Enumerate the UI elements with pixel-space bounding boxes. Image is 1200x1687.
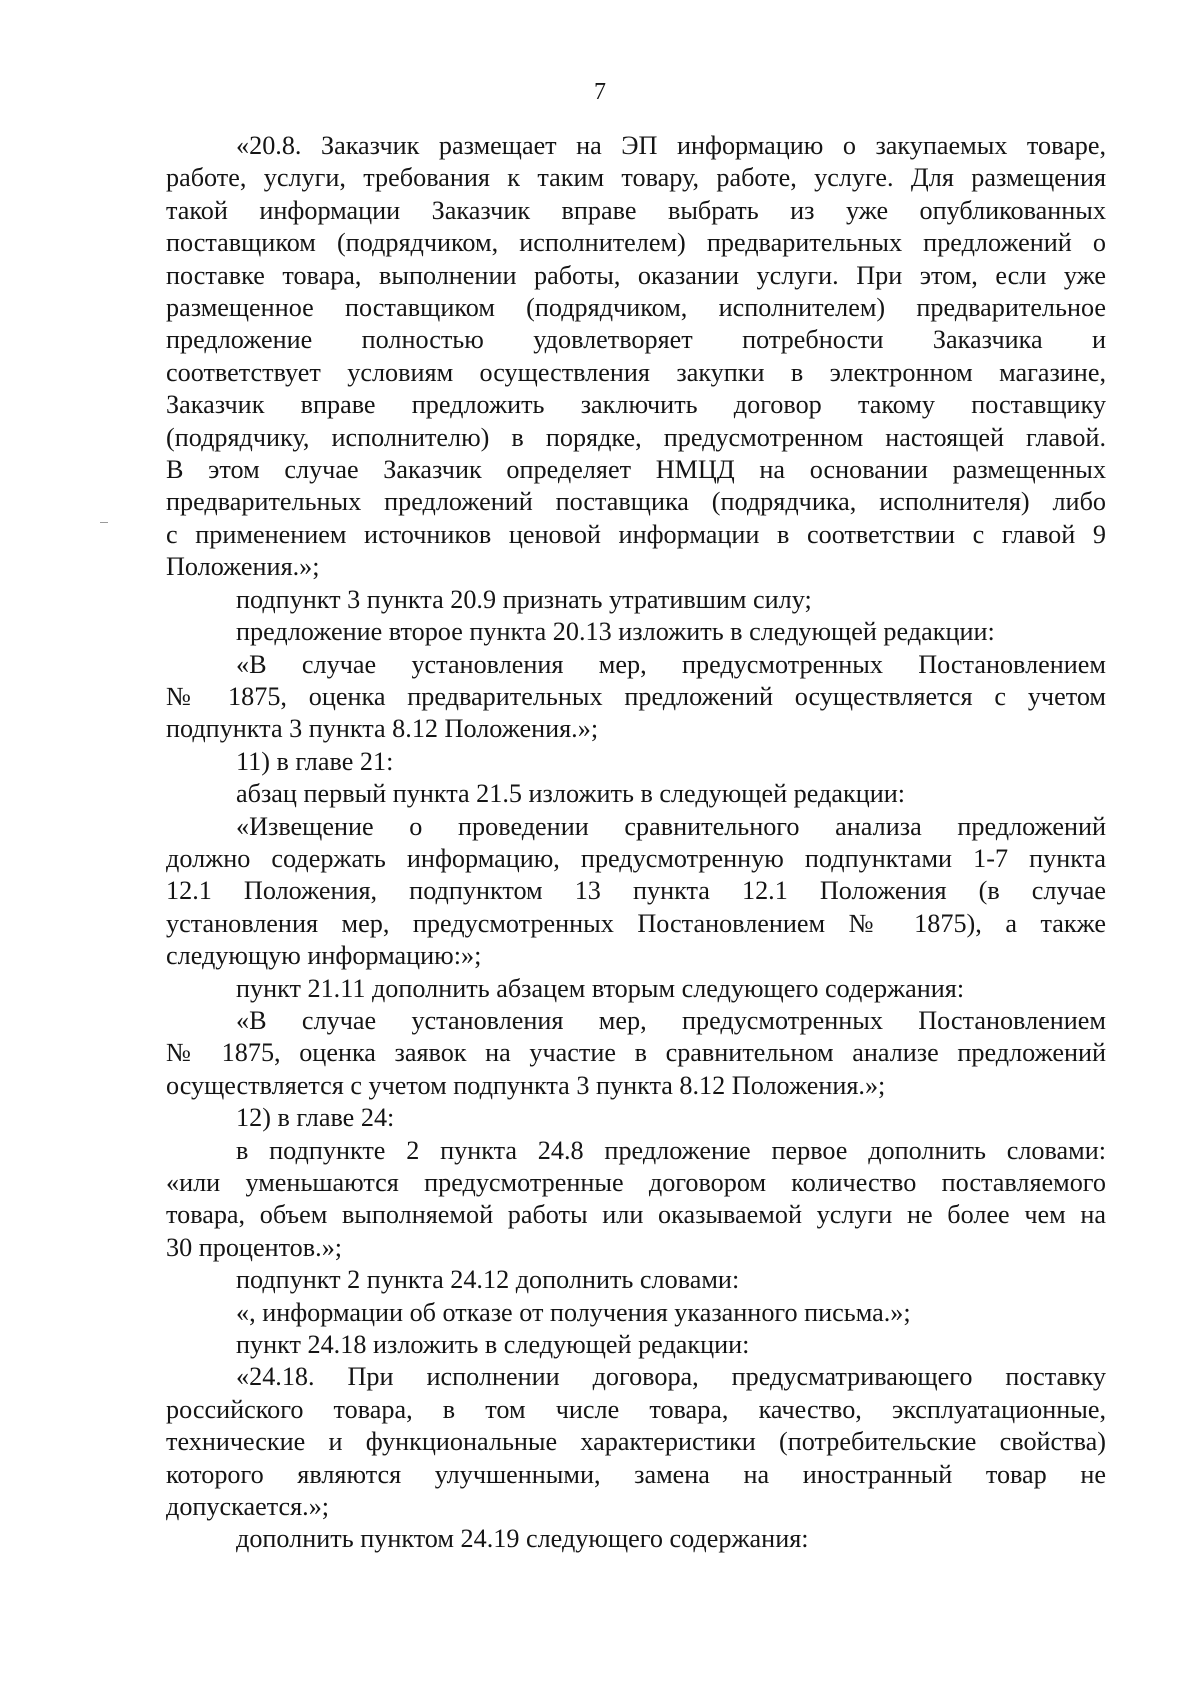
- text-line: дополнить пунктом 24.19 следующего содержания:: [236, 1524, 809, 1554]
- text-line: такой информации Заказчик вправе выбрать из уже опубликованных: [166, 195, 1106, 225]
- text-line: абзац первый пункта 21.5 изложить в следующей редакции:: [236, 779, 906, 809]
- text-line: с применением источников ценовой информации в соответствии с главой 9: [166, 519, 1106, 549]
- page-number: 7: [594, 79, 606, 105]
- text-line: поставке товара, выполнении работы, оказании услуги. При этом, если уже: [166, 260, 1106, 290]
- text-line: поставщиком (подрядчиком, исполнителем) предварительных предложений о: [166, 228, 1106, 258]
- text-line: предложение полностью удовлетворяет потребности Заказчика и: [166, 325, 1106, 355]
- text-line: технические и функциональные характеристики (потребительские свойства): [166, 1427, 1106, 1457]
- document-body: [166, 130, 1106, 1556]
- text-line: должно содержать информацию, предусмотренную подпунктами 1-7 пункта: [166, 843, 1106, 873]
- text-line: следующую информацию:»;: [166, 941, 482, 971]
- text-line: 12) в главе 24:: [236, 1103, 395, 1133]
- text-line: в подпункте 2 пункта 24.8 предложение первое дополнить словами:: [236, 1135, 1106, 1165]
- text-line: пункт 21.11 дополнить абзацем вторым следующего содержания:: [236, 973, 965, 1003]
- text-line: (подрядчику, исполнителю) в порядке, предусмотренном настоящей главой.: [166, 422, 1106, 452]
- text-line: российского товара, в том числе товара, качество, эксплуатационные,: [166, 1394, 1106, 1424]
- text-line: соответствует условиям осуществления закупки в электронном магазине,: [166, 357, 1106, 387]
- text-line: «или уменьшаются предусмотренные договором количество поставляемого: [166, 1168, 1106, 1197]
- text-line: которого являются улучшенными, замена на иностранный товар не: [166, 1459, 1106, 1489]
- text-line: размещенное поставщиком (подрядчиком, исполнителем) предварительное: [166, 293, 1106, 323]
- text-line: «, информации об отказе от получения указанного письма.»;: [236, 1297, 911, 1327]
- text-line: предварительных предложений поставщика (подрядчика, исполнителя) либо: [166, 487, 1106, 517]
- text-line: Заказчик вправе предложить заключить договор такому поставщику: [166, 390, 1106, 420]
- text-line: работе, услуги, требования к таким товару, работе, услуге. Для размещения: [166, 163, 1106, 193]
- text-line: 11) в главе 21:: [236, 746, 394, 776]
- text-line: № 1875, оценка заявок на участие в сравнительном анализе предложений: [166, 1038, 1106, 1068]
- text-line: товара, объем выполняемой работы или оказываемой услуги не более чем на: [166, 1200, 1106, 1230]
- text-line: Положения.»;: [166, 552, 320, 582]
- text-line: предложение второе пункта 20.13 изложить в следующей редакции:: [236, 617, 995, 647]
- text-line: «Извещение о проведении сравнительного анализа предложений: [236, 811, 1106, 841]
- text-line: № 1875, оценка предварительных предложений осуществляется с учетом: [166, 681, 1106, 711]
- scan-mark: [100, 522, 108, 523]
- text-line: установления мер, предусмотренных Постановлением № 1875), а также: [166, 908, 1106, 938]
- text-line: осуществляется с учетом подпункта 3 пункта 8.12 Положения.»;: [166, 1070, 886, 1100]
- text-line: подпункт 3 пункта 20.9 признать утратившим силу;: [236, 584, 812, 614]
- text-line: допускается.»;: [166, 1492, 330, 1522]
- text-line: подпункта 3 пункта 8.12 Положения.»;: [166, 714, 599, 744]
- text-line: В этом случае Заказчик определяет НМЦД на основании размещенных: [166, 455, 1106, 485]
- text-line: «20.8. Заказчик размещает на ЭП информацию о закупаемых товаре,: [236, 131, 1106, 160]
- text-line: пункт 24.18 изложить в следующей редакции:: [236, 1330, 750, 1360]
- text-line: «В случае установления мер, предусмотренных Постановлением: [236, 649, 1106, 679]
- text-line: 30 процентов.»;: [166, 1232, 343, 1262]
- text-line: «В случае установления мер, предусмотренных Постановлением: [236, 1005, 1106, 1035]
- text-line: 12.1 Положения, подпунктом 13 пункта 12.1 Положения (в случае: [166, 876, 1106, 906]
- text-line: «24.18. При исполнении договора, предусматривающего поставку: [236, 1362, 1106, 1392]
- text-line: подпункт 2 пункта 24.12 дополнить словами:: [236, 1265, 740, 1295]
